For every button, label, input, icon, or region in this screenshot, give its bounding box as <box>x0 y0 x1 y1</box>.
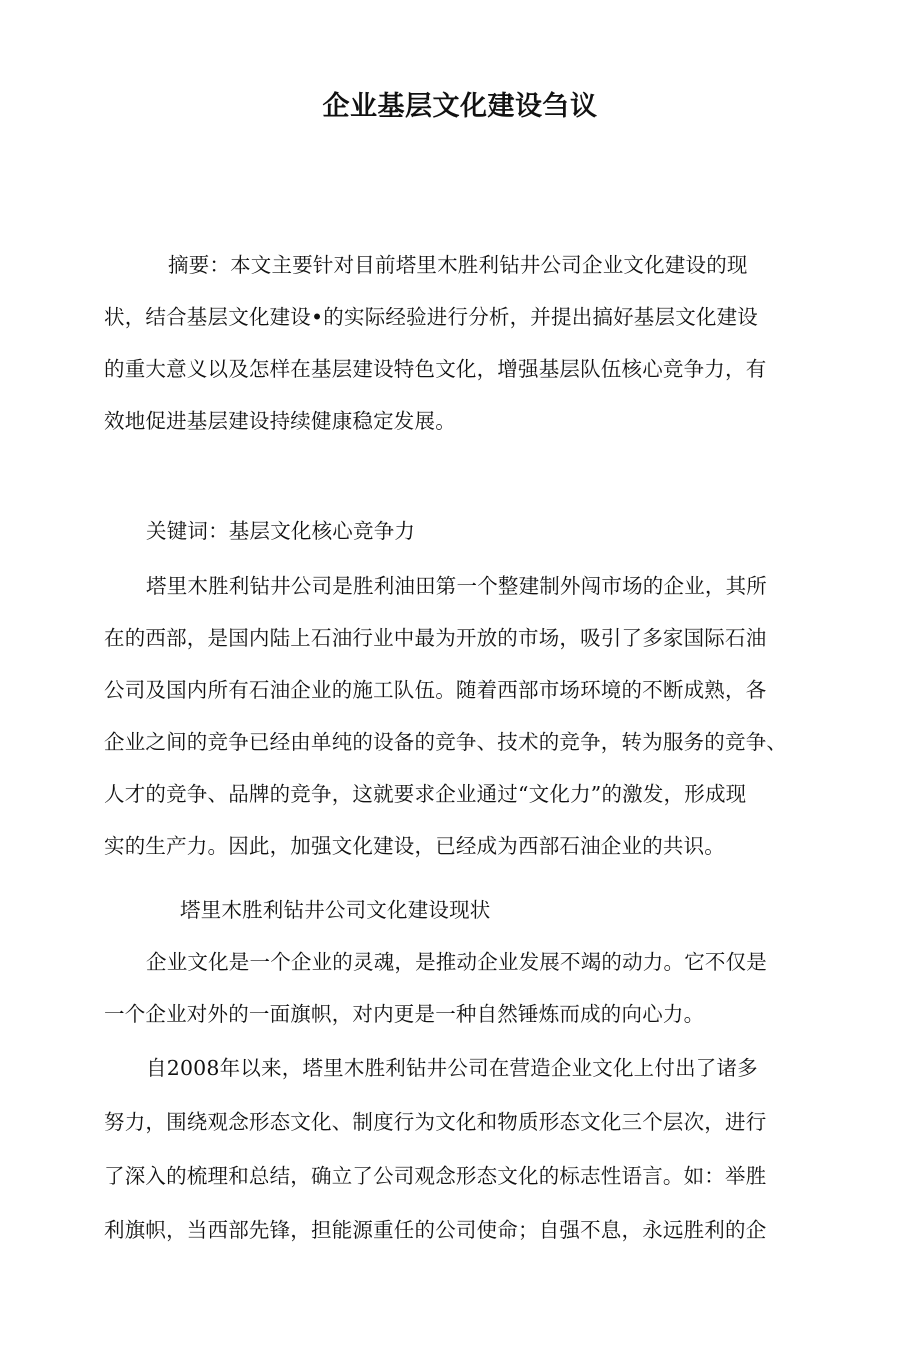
paragraph-line: 一个企业对外的一面旗帜，对内更是一种自然锤炼而成的向心力。 <box>104 1002 705 1026</box>
paragraph-line: 人才的竞争、品牌的竞争，这就要求企业通过“文化力”的激发，形成现 <box>104 782 747 806</box>
page-title: 企业基层文化建设刍议 <box>322 91 598 122</box>
paragraph-line: 利旗帜，当西部先锋，担能源重任的公司使命；自强不息，永远胜利的企 <box>104 1218 767 1242</box>
abstract-line: 状，结合基层文化建设•的实际经验进行分析，并提出搞好基层文化建设 <box>104 305 758 329</box>
paragraph-line: 企业之间的竞争已经由单纯的设备的竞争、技术的竞争，转为服务的竞争、 <box>104 730 788 754</box>
paragraph-line: 了深入的梳理和总结，确立了公司观念形态文化的标志性语言。如：举胜 <box>104 1164 767 1188</box>
abstract-line: 效地促进基层建设持续健康稳定发展。 <box>104 409 456 433</box>
paragraph-line: 塔里木胜利钻井公司是胜利油田第一个整建制外闯市场的企业，其所 <box>146 574 767 598</box>
paragraph-line: 公司及国内所有石油企业的施工队伍。随着西部市场环境的不断成熟，各 <box>104 678 767 702</box>
section-heading: 塔里木胜利钻井公司文化建设现状 <box>180 898 491 922</box>
paragraph-line: 自2008年以来，塔里木胜利钻井公司在营造企业文化上付出了诸多 <box>146 1056 758 1080</box>
paragraph-line: 在的西部，是国内陆上石油行业中最为开放的市场，吸引了多家国际石油 <box>104 626 767 650</box>
paragraph-line: 实的生产力。因此，加强文化建设，已经成为西部石油企业的共识。 <box>104 834 725 858</box>
paragraph-line: 企业文化是一个企业的灵魂，是推动企业发展不竭的动力。它不仅是 <box>146 950 767 974</box>
abstract-line: 摘要：本文主要针对目前塔里木胜利钻井公司企业文化建设的现 <box>168 253 748 277</box>
keywords-line: 关键词：基层文化核心竞争力 <box>146 519 416 543</box>
abstract-line: 的重大意义以及怎样在基层建设特色文化，增强基层队伍核心竞争力，有 <box>104 357 767 381</box>
paragraph-line: 努力，围绕观念形态文化、制度行为文化和物质形态文化三个层次，进行 <box>104 1110 767 1134</box>
